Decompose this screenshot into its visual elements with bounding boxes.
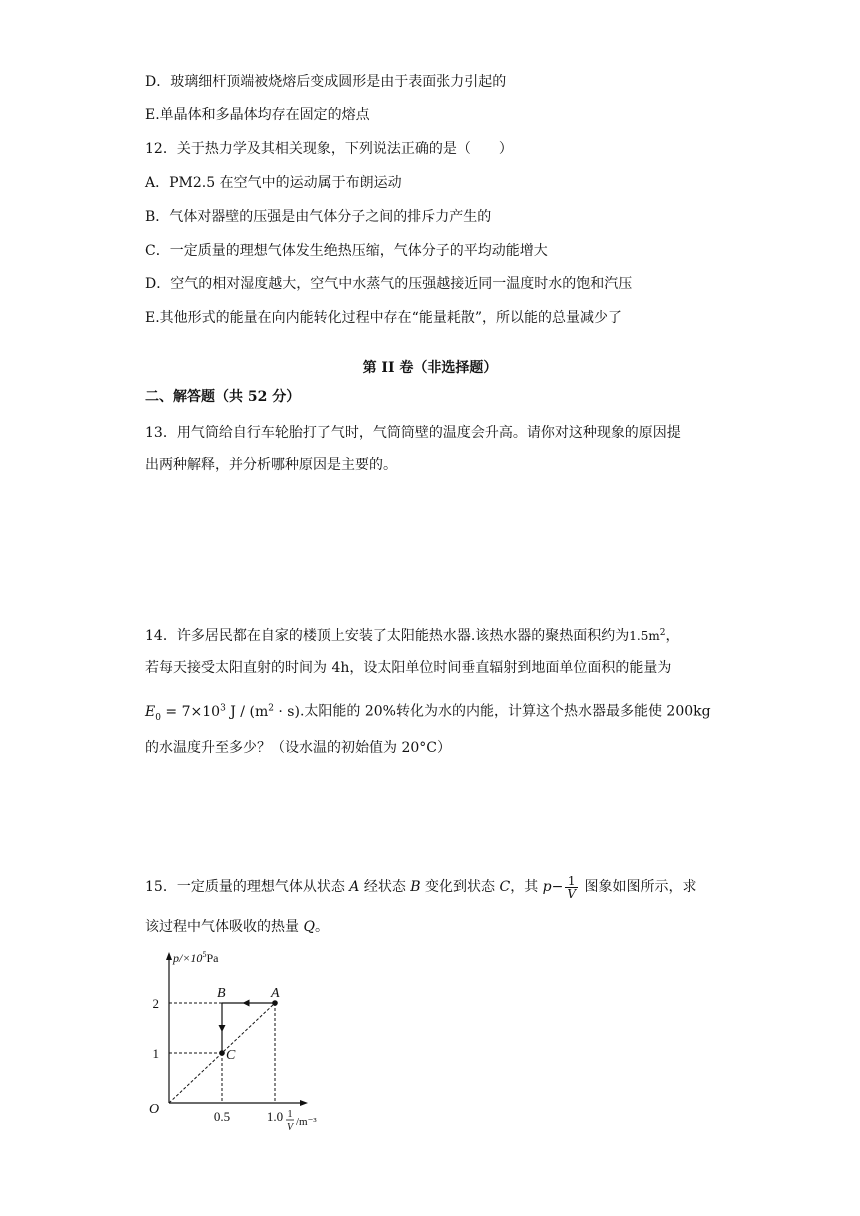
x-axis-label-unit: /m⁻³ <box>296 1116 317 1128</box>
q13-line2: 出两种解释，并分析哪种原因是主要的。 <box>145 457 397 473</box>
q15-text-d: ，其 <box>510 879 543 895</box>
q11-option-e: E.单晶体和多晶体均存在固定的熔点 <box>145 107 370 123</box>
point-label-b: B <box>217 986 226 1001</box>
q15-line1 <box>145 872 697 902</box>
q15-text-e: 图象如图所示，求 <box>580 879 697 895</box>
q14-text: 14．许多居民都在自家的楼顶上安装了太阳能热水器.该热水器的聚热面积约为 <box>145 628 630 644</box>
q14-area-exp: 2 <box>659 628 666 638</box>
e0-unit: J / (m <box>225 703 269 720</box>
q12-option-d: D．空气的相对湿度越大，空气中水蒸气的压强越接近同一温度时水的饱和汽压 <box>145 276 633 292</box>
e0-unit-rest: · s) <box>273 703 300 720</box>
q14-e0-formula <box>145 703 300 723</box>
graph-axes <box>166 952 308 1106</box>
q14-line2: 若每天接受太阳直射的时间为 4h，设太阳单位时间垂直辐射到地面单位面积的能量为 <box>145 660 672 676</box>
point-c <box>219 1050 225 1056</box>
arrow-b-to-c <box>219 1025 226 1032</box>
point-label-a: A <box>271 986 280 1001</box>
q12-option-a: A．PM2.5 在空气中的运动属于布朗运动 <box>145 175 402 191</box>
q14-line3 <box>145 698 711 727</box>
q14-area <box>629 629 665 643</box>
q15-state-a: A <box>349 879 360 895</box>
e0-value: = 7×10 <box>160 703 221 720</box>
q15-text-g: 。 <box>314 919 329 935</box>
q11-option-d: D．玻璃细杆顶端被烧熔后变成圆形是由于表面张力引起的 <box>145 74 507 90</box>
q14-area-value: 1.5m <box>629 629 660 643</box>
q15-text-a: 15．一定质量的理想气体从状态 <box>145 879 350 895</box>
q15-text-b: 经状态 <box>359 879 411 895</box>
e0-unit-exp: 2 <box>268 703 274 713</box>
q15-p-symbol: p <box>542 879 552 895</box>
x-axis-arrow <box>300 1100 308 1106</box>
q12-option-e: E.其他形式的能量在向内能转化过程中存在“能量耗散”，所以能的总量减少了 <box>145 310 622 326</box>
section-heading: 二、解答题（共 52 分） <box>145 389 301 405</box>
arrow-a-to-b <box>243 1000 250 1007</box>
q15-frac-num: 1 <box>565 875 578 888</box>
q12-option-c: C．一定质量的理想气体发生绝热压缩，气体分子的平均动能增大 <box>145 243 548 259</box>
q15-fraction <box>565 875 578 900</box>
y-tick-2: 2 <box>152 996 159 1011</box>
x-tick-0-5: 0.5 <box>213 1109 231 1124</box>
q13-line1: 13．用气筒给自行车轮胎打了气时，气筒筒壁的温度会升高。请你对这种现象的原因提 <box>145 425 681 441</box>
q14-line3-text: .太阳能的 20%转化为水的内能，计算这个热水器最多能使 200kg <box>299 703 711 720</box>
p-inverse-v-graph <box>140 950 340 1140</box>
q15-dash: − <box>551 879 564 895</box>
e0-subscript: 0 <box>155 712 161 723</box>
point-a <box>272 1000 278 1006</box>
q15-state-c: C <box>499 879 511 895</box>
q12-option-b: B．气体对器壁的压强是由气体分子之间的排斥力产生的 <box>145 209 492 225</box>
q14-line1 <box>145 623 679 646</box>
q15-q-symbol: Q <box>303 919 315 935</box>
x-axis-label-den: V <box>286 1122 294 1133</box>
q15-frac-den: V <box>567 886 577 901</box>
q15-state-b: B <box>410 879 421 895</box>
graph-labels <box>149 950 317 1133</box>
x-tick-1-0: 1.0 <box>266 1109 284 1124</box>
q15-text-f: 该过程中气体吸收的热量 <box>145 919 304 935</box>
q15-text-c: 变化到状态 <box>420 879 500 895</box>
q14-line4: 的水温度升至多少？（设水温的初始值为 20°C） <box>145 740 451 756</box>
origin-label: O <box>149 1102 160 1117</box>
q12-stem: 12．关于热力学及其相关现象，下列说法正确的是（ ） <box>145 141 513 157</box>
e0-symbol: E <box>145 703 156 720</box>
part2-title: 第 II 卷（非选择题） <box>362 360 498 376</box>
e0-exp: 3 <box>220 703 226 713</box>
y-axis-label: $p/\times 10^5Pa$ <box>173 950 219 965</box>
y-axis-arrow <box>166 952 172 960</box>
q15-line2 <box>145 917 329 937</box>
point-label-c: C <box>226 1048 236 1063</box>
y-tick-1: 1 <box>152 1046 159 1061</box>
x-axis-label-num: 1 <box>287 1109 293 1120</box>
q14-comma: ， <box>665 628 680 644</box>
